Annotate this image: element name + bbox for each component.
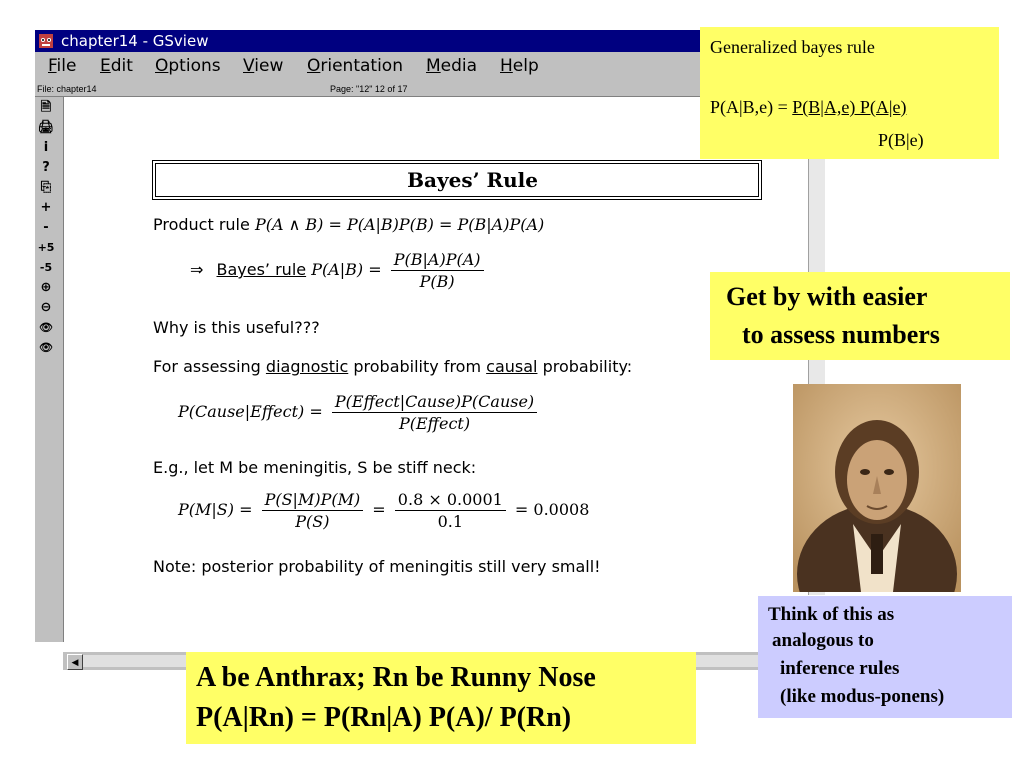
goto-page-icon[interactable]: ⎘	[40, 180, 52, 195]
menu-view[interactable]: View	[243, 56, 284, 76]
zoom-out-icon[interactable]: ⊖	[40, 300, 52, 315]
skip-back-5-icon[interactable]: -5	[39, 261, 53, 274]
scroll-left-icon[interactable]: ◀	[67, 654, 83, 670]
gsview-app-icon	[38, 33, 54, 49]
window-title: chapter14 - GSview	[61, 32, 209, 50]
info-icon[interactable]: i	[43, 140, 49, 155]
print-icon[interactable]: 🖨	[37, 120, 55, 135]
bayes-rule-line: ⇒ Bayes’ rule P(A|B) = $\frac{P(B|A)P(A)}{P(B)}$	[190, 250, 488, 291]
zoom-in-icon[interactable]: ⊕	[40, 280, 52, 295]
find-next-icon[interactable]: 👁	[39, 341, 53, 354]
example-line: E.g., let M be meningitis, S be stiff neck:	[153, 458, 477, 477]
bayes-heading-box	[152, 160, 762, 200]
slide-heading: Bayes’ Rule	[407, 168, 538, 192]
easier-numbers-callout: Get by with easier to assess numbers	[710, 272, 1010, 360]
inference-rules-callout: Think of this as analogous to inference rules (like modus-ponens)	[758, 596, 1012, 718]
portrait-illustration	[793, 384, 961, 592]
meningitis-formula: P(M|S) = $\frac{P(S|M)P(M)}{P(S)}$ = $\frac{0.8 \times 0.0001}{0.1}$ = 0.0008	[178, 490, 590, 531]
status-file: File: chapter14	[37, 84, 97, 94]
why-useful-line: Why is this useful???	[153, 318, 320, 337]
menu-orientation[interactable]: Orientation	[307, 56, 403, 76]
generalized-bayes-callout	[700, 27, 999, 159]
menu-edit[interactable]: Edit	[100, 56, 133, 76]
generalized-formula: P(A|B,e) = P(B|A,e) P(A|e)	[710, 97, 907, 117]
anthrax-callout: A be Anthrax; Rn be Runny Nose P(A|Rn) = P(Rn|A) P(A)/ P(Rn)	[186, 652, 696, 744]
menu-options[interactable]: Options	[155, 56, 221, 76]
generalized-title: Generalized bayes rule	[710, 37, 875, 57]
assessing-line: For assessing diagnostic probability from causal probability:	[153, 357, 633, 376]
menu-file[interactable]: File	[48, 56, 77, 76]
skip-forward-5-icon[interactable]: +5	[37, 241, 55, 254]
status-page: Page: "12" 12 of 17	[330, 84, 408, 94]
next-page-icon[interactable]: +	[40, 200, 52, 215]
find-icon[interactable]: 👁	[39, 321, 53, 334]
side-toolbar	[35, 97, 59, 642]
prev-page-icon[interactable]: -	[43, 220, 49, 235]
product-rule-line: Product rule P(A ∧ B) = P(A|B)P(B) = P(B|A)P(A)	[153, 215, 545, 234]
menu-help[interactable]: Help	[500, 56, 539, 76]
open-file-icon[interactable]: 🗎	[40, 100, 52, 115]
generalized-denominator: P(B|e)	[878, 130, 924, 150]
note-line: Note: posterior probability of meningitis still very small!	[153, 557, 601, 576]
bayes-portrait-image	[793, 384, 961, 592]
help-icon[interactable]: ?	[42, 160, 50, 175]
cause-effect-formula: P(Cause|Effect) = $\frac{\text{P(Effect|Cause)P(Cause)}}{\text{P(Effect)}}$	[178, 392, 541, 433]
menu-media[interactable]: Media	[426, 56, 478, 76]
